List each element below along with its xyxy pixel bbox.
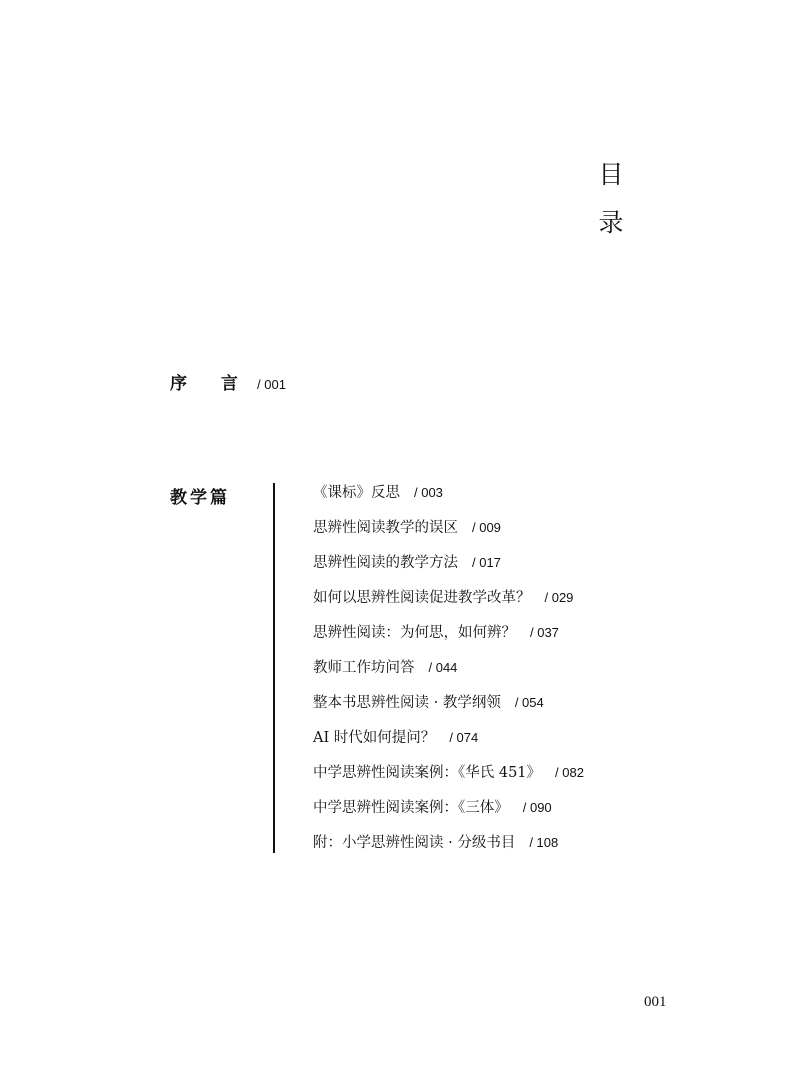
toc-entry[interactable] [313,516,501,540]
toc-entry-text: AI 时代如何提问？ [313,730,436,746]
toc-entry-text: 如何以思辨性阅读促进教学改革？ [313,590,531,606]
toc-entry-text: 思辨性阅读：为何思，如何辨？ [313,625,516,641]
toc-entry-page: / 082 [555,765,584,780]
toc-entry[interactable] [313,481,443,505]
toc-entry[interactable] [313,586,573,610]
toc-entry-page: / 044 [428,660,458,675]
toc-entry-page: / 054 [514,695,544,710]
toc-entry-text: 附：小学思辨性阅读 · 分级书目 [313,835,516,851]
toc-entry[interactable] [313,656,457,680]
toc-title-char-1: 目 [598,160,624,189]
toc-entry-page: / 108 [529,835,559,850]
toc-entry-page: / 037 [530,625,559,640]
preface-page: / 001 [257,377,286,392]
toc-entry-page: / 009 [472,520,501,535]
section-divider [273,483,275,853]
toc-entry-text: 教师工作坊问答 [313,660,415,676]
toc-entry[interactable] [313,831,558,855]
toc-entry-page: / 074 [449,730,479,745]
toc-entry-text: 思辨性阅读教学的误区 [313,520,458,536]
toc-entry-page: / 029 [544,590,574,605]
toc-entry-page: / 017 [472,555,501,570]
toc-entry-text: 整本书思辨性阅读 · 教学纲领 [313,695,501,711]
preface-title: 序 言 [170,374,252,394]
toc-entry-text: 中学思辨性阅读案例：《华氏 451》 [313,765,542,781]
toc-entry[interactable] [313,621,559,645]
toc-entry[interactable] [313,691,544,715]
section-label: 教学篇 [170,488,230,508]
toc-entry[interactable] [313,551,501,575]
toc-entry[interactable] [313,761,584,785]
toc-title-char-2: 录 [598,208,624,237]
toc-entry[interactable] [313,796,552,820]
toc-entry-text: 思辨性阅读的教学方法 [313,555,458,571]
toc-entry-page: / 003 [414,485,443,500]
toc-entry[interactable] [313,726,478,750]
toc-entry-page: / 090 [522,800,552,815]
toc-entry-text: 中学思辨性阅读案例：《三体》 [313,800,509,816]
toc-entry-text: 《课标》反思 [313,485,400,501]
preface-entry[interactable] [170,369,286,394]
page-number: 001 [644,994,667,1010]
